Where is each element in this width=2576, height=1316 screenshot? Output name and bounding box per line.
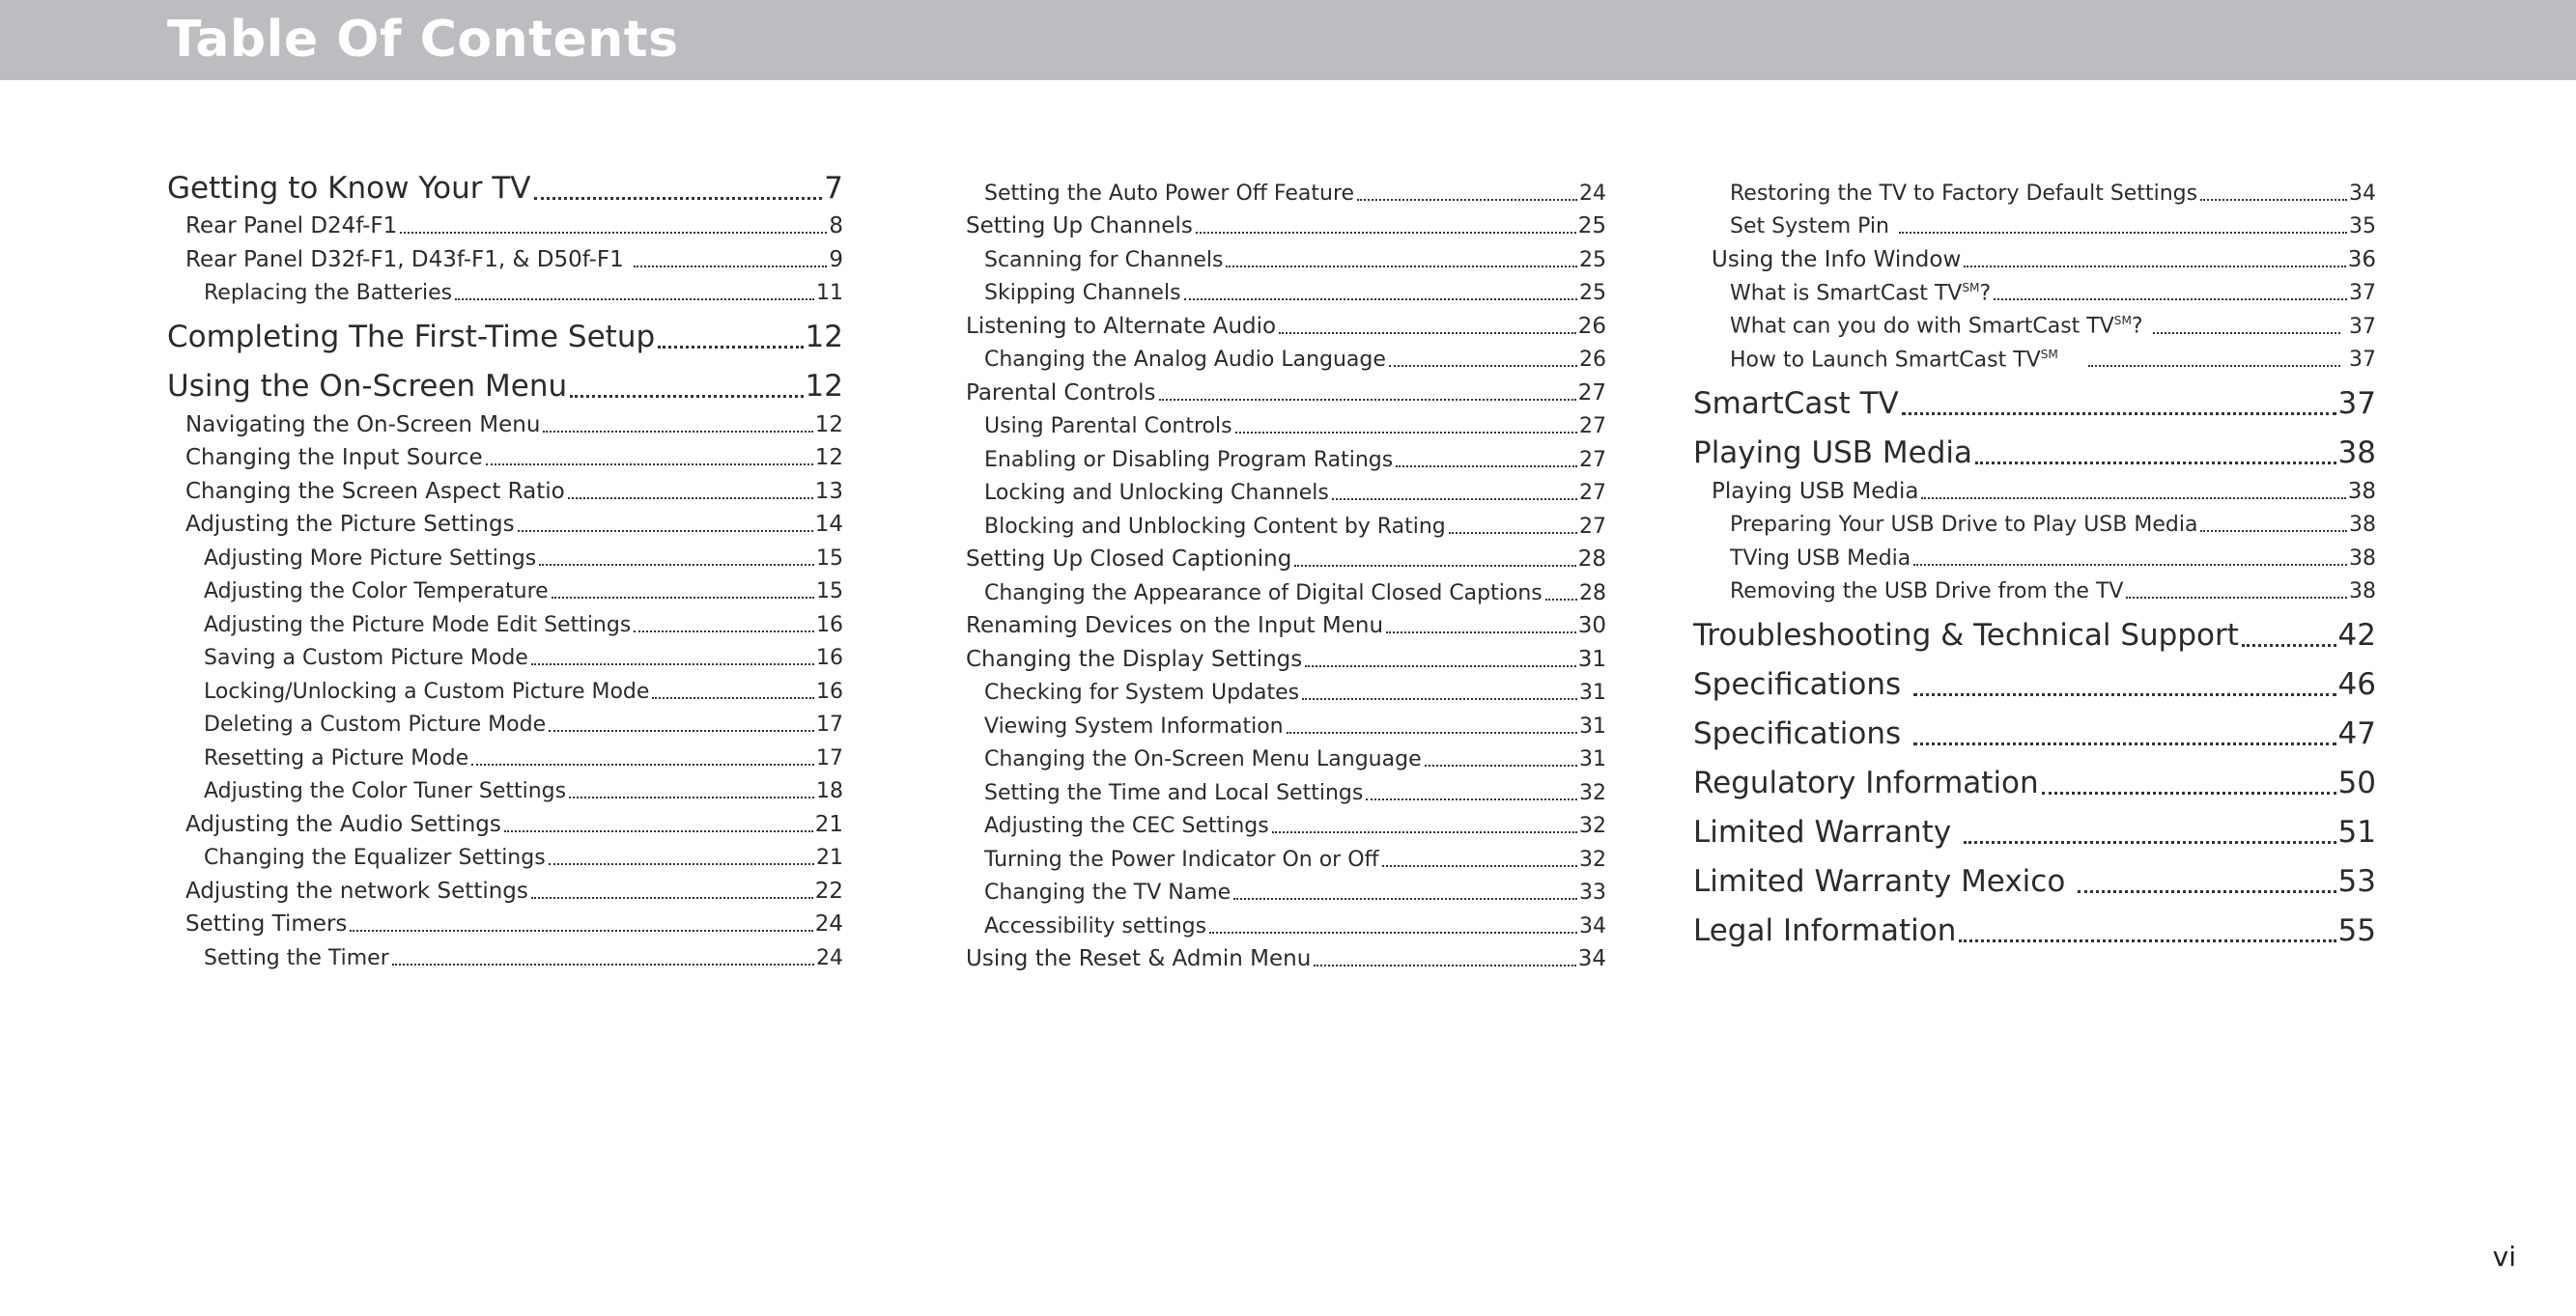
toc-entry-label: Navigating the On-Screen Menu	[185, 411, 541, 437]
toc-entry-page-number: 15	[816, 546, 843, 571]
toc-entry[interactable]	[1693, 172, 2376, 206]
toc-entry-label: Using Parental Controls	[984, 414, 1232, 438]
toc-entry-label: Removing the USB Drive from the TV	[1730, 579, 2124, 603]
toc-entry-label: What can you do with SmartCast TV℠?	[1730, 314, 2150, 339]
toc-entry-page-number: 30	[1577, 613, 1606, 638]
toc-columns	[167, 172, 2376, 971]
toc-entry-page-number: 36	[2347, 246, 2376, 272]
leader-dots	[1302, 698, 1577, 700]
toc-entry-label: Adjusting More Picture Settings	[204, 546, 537, 571]
toc-entry-label: Changing the Display Settings	[966, 646, 1303, 672]
toc-entry[interactable]	[167, 837, 843, 871]
toc-entry-page-number: 38	[2349, 546, 2376, 571]
leader-dots	[1382, 865, 1577, 867]
leader-dots	[1425, 765, 1577, 767]
toc-entry-label: Skipping Channels	[984, 281, 1181, 305]
toc-entry-page-number: 28	[1577, 546, 1606, 572]
toc-entry-page-number: 16	[816, 612, 843, 637]
leader-dots	[2088, 365, 2340, 367]
toc-entry-label: Replacing the Batteries	[204, 281, 453, 305]
leader-dots	[400, 232, 827, 234]
toc-entry-page-number: 12	[814, 445, 843, 470]
toc-entry-label: Changing the Appearance of Digital Closed Captions	[984, 580, 1543, 605]
toc-entry-label: Viewing System Information	[984, 714, 1284, 739]
toc-entry-label: Preparing Your USB Drive to Play USB Media	[1730, 513, 2198, 537]
toc-entry[interactable]	[948, 838, 1606, 872]
toc-entry-label: Specifications	[1693, 716, 1911, 751]
toc-entry-label: Scanning for Channels	[984, 247, 1224, 272]
toc-entry-page-number: 42	[2337, 618, 2376, 653]
toc-entry-page-number: 46	[2337, 667, 2376, 702]
toc-entry[interactable]	[1693, 437, 2376, 471]
toc-entry-page-number: 16	[816, 646, 843, 670]
leader-dots	[2242, 644, 2336, 647]
page-header-bar	[0, 0, 2576, 80]
toc-entry[interactable]	[1693, 915, 2376, 949]
leader-dots	[1964, 841, 2335, 844]
toc-entry-label: Adjusting the Picture Settings	[185, 512, 515, 537]
toc-entry-page-number: 37	[2342, 348, 2376, 372]
toc-entry[interactable]	[1693, 718, 2376, 752]
toc-entry-page-number: 27	[1579, 414, 1606, 438]
leader-dots	[2200, 530, 2347, 532]
leader-dots	[2153, 332, 2340, 334]
leader-dots	[1975, 462, 2336, 464]
toc-entry-label: Changing the Analog Audio Language	[984, 348, 1386, 372]
toc-entry-label: Setting Up Closed Captioning	[966, 546, 1292, 572]
leader-dots	[504, 830, 813, 832]
toc-entry-page-number: 7	[824, 170, 843, 206]
leader-dots	[2126, 597, 2347, 599]
toc-entry[interactable]	[948, 905, 1606, 938]
toc-entry-page-number: 32	[1579, 780, 1606, 805]
toc-entry-label: Deleting a Custom Picture Mode	[204, 713, 547, 737]
toc-entry-page-number: 28	[1579, 580, 1606, 605]
leader-dots	[539, 564, 814, 566]
toc-entry[interactable]	[948, 238, 1606, 272]
leader-dots	[1287, 732, 1577, 734]
toc-entry-label: Setting the Timer	[204, 945, 389, 970]
leader-dots	[2200, 199, 2347, 201]
toc-entry[interactable]	[1693, 238, 2376, 272]
toc-entry-page-number: 37	[2337, 386, 2376, 421]
toc-entry-page-number: 9	[829, 246, 843, 272]
leader-dots	[1545, 599, 1577, 601]
leader-dots	[1272, 831, 1577, 833]
toc-entry[interactable]	[1693, 504, 2376, 538]
toc-entry-page-number: 27	[1579, 514, 1606, 539]
toc-entry[interactable]	[1693, 388, 2376, 422]
toc-entry[interactable]	[167, 172, 843, 206]
toc-entry-page-number: 31	[1579, 747, 1606, 771]
toc-entry[interactable]	[1693, 206, 2376, 239]
toc-entry-label: Renaming Devices on the Input Menu	[966, 613, 1384, 638]
toc-entry-page-number: 24	[1579, 181, 1606, 206]
leader-dots	[1209, 932, 1577, 934]
toc-entry-label: Adjusting the Color Tuner Settings	[204, 779, 567, 803]
toc-entry[interactable]	[948, 938, 1606, 972]
toc-entry-label: Set System Pin	[1730, 214, 1896, 238]
toc-entry-page-number: 32	[1579, 814, 1606, 838]
toc-entry-page-number: 50	[2337, 766, 2376, 800]
toc-entry[interactable]	[167, 803, 843, 837]
toc-entry-page-number: 17	[816, 713, 843, 737]
toc-entry[interactable]	[167, 470, 843, 504]
toc-entry-label: Adjusting the Color Temperature	[204, 579, 549, 603]
leader-dots	[534, 197, 823, 200]
toc-entry-label: Adjusting the Audio Settings	[185, 811, 501, 837]
toc-entry[interactable]	[167, 272, 843, 306]
leader-dots	[652, 697, 814, 699]
toc-entry-page-number: 12	[805, 320, 843, 354]
toc-entry-label: Adjusting the CEC Settings	[984, 814, 1269, 838]
toc-entry-label: What is SmartCast TV℠?	[1730, 280, 1992, 305]
toc-entry-label: Regulatory Information	[1693, 766, 2039, 800]
toc-entry[interactable]	[167, 206, 843, 239]
toc-entry-label: Playing USB Media	[1712, 478, 1919, 504]
toc-entry-page-number: 26	[1577, 313, 1606, 339]
leader-dots	[1235, 432, 1577, 434]
toc-entry[interactable]	[1693, 339, 2376, 373]
toc-entry-page-number: 27	[1577, 379, 1606, 406]
toc-entry[interactable]	[1693, 669, 2376, 703]
toc-entry[interactable]	[1693, 305, 2376, 339]
toc-entry-page-number: 27	[1579, 481, 1606, 505]
toc-entry-label: Rear Panel D24f-F1	[185, 213, 398, 238]
toc-entry-label: Setting Up Channels	[966, 213, 1193, 238]
toc-entry[interactable]	[167, 238, 843, 272]
toc-column-1	[167, 172, 843, 971]
toc-entry-page-number: 16	[816, 679, 843, 704]
toc-entry-label: Using the Info Window	[1712, 246, 1962, 272]
leader-dots	[543, 431, 812, 433]
toc-entry[interactable]	[948, 472, 1606, 506]
leader-dots	[1294, 565, 1575, 567]
toc-entry-page-number: 38	[2337, 435, 2376, 470]
toc-entry-page-number: 11	[816, 281, 843, 305]
toc-entry-label: Changing the TV Name	[984, 881, 1231, 905]
leader-dots	[1959, 939, 2335, 942]
leader-dots	[471, 764, 814, 766]
toc-entry-label: Using the Reset & Admin Menu	[966, 946, 1312, 971]
toc-entry[interactable]	[167, 737, 843, 770]
leader-dots	[1913, 564, 2347, 566]
toc-entry-label: Listening to Alternate Audio	[966, 313, 1277, 339]
toc-entry-page-number: 21	[816, 846, 843, 870]
toc-entry-page-number: 26	[1579, 348, 1606, 372]
toc-entry[interactable]	[948, 406, 1606, 439]
toc-entry-label: Limited Warranty Mexico	[1693, 864, 2076, 899]
toc-entry-page-number: 34	[2349, 181, 2376, 206]
leader-dots	[486, 463, 813, 465]
toc-entry-label: Getting to Know Your TV	[167, 170, 531, 206]
toc-entry-label: SmartCast TV	[1693, 386, 1899, 421]
toc-entry-page-number: 15	[816, 579, 843, 603]
toc-entry-page-number: 22	[814, 878, 843, 904]
leader-dots	[1196, 232, 1576, 234]
toc-entry-label: Setting the Time and Local Settings	[984, 780, 1364, 805]
toc-entry-page-number: 37	[2342, 314, 2376, 339]
toc-entry-page-number: 18	[816, 779, 843, 803]
leader-dots	[1184, 298, 1577, 300]
toc-entry-page-number: 37	[2349, 281, 2376, 305]
toc-entry-page-number: 31	[1577, 646, 1606, 672]
leader-dots	[570, 395, 803, 398]
toc-column-3	[1693, 172, 2376, 971]
toc-entry[interactable]	[948, 505, 1606, 539]
superscript-sm: SM	[2113, 314, 2132, 328]
toc-entry-page-number: 38	[2349, 513, 2376, 537]
toc-entry[interactable]	[167, 322, 843, 355]
toc-entry[interactable]	[1693, 470, 2376, 504]
toc-entry-page-number: 21	[814, 811, 843, 837]
toc-entry-label: Rear Panel D32f-F1, D43f-F1, & D50f-F1	[185, 246, 632, 272]
toc-entry-label: Completing The First-Time Setup	[167, 320, 656, 354]
toc-entry[interactable]	[948, 705, 1606, 739]
leader-dots	[1921, 497, 2345, 499]
toc-entry[interactable]	[167, 371, 843, 405]
toc-entry-page-number: 14	[814, 512, 843, 537]
toc-entry-label: Changing the Equalizer Settings	[204, 846, 546, 870]
toc-entry[interactable]	[167, 571, 843, 604]
toc-entry-page-number: 55	[2337, 913, 2376, 948]
toc-entry-page-number: 38	[2349, 579, 2376, 603]
toc-entry-label: Restoring the TV to Factory Default Settings	[1730, 181, 2198, 206]
page-title: Table Of Contents	[167, 11, 679, 69]
toc-entry-label: Saving a Custom Picture Mode	[204, 646, 528, 670]
leader-dots	[1902, 412, 2336, 415]
toc-entry[interactable]	[167, 870, 843, 904]
toc-entry[interactable]	[948, 872, 1606, 906]
toc-entry-label: Turning the Power Indicator On or Off	[984, 847, 1379, 872]
toc-entry-page-number: 17	[816, 745, 843, 770]
toc-entry-label: Playing USB Media	[1693, 435, 1973, 470]
leader-dots	[2042, 792, 2336, 795]
leader-dots	[531, 897, 813, 899]
toc-entry-label: Legal Information	[1693, 913, 1957, 948]
toc-entry-page-number: 31	[1579, 714, 1606, 739]
toc-entry-page-number: 31	[1579, 681, 1606, 705]
toc-entry[interactable]	[948, 206, 1606, 239]
toc-entry[interactable]	[1693, 537, 2376, 571]
toc-entry-label: Accessibility settings	[984, 913, 1207, 938]
toc-entry[interactable]	[948, 638, 1606, 672]
toc-entry[interactable]	[167, 603, 843, 637]
toc-entry[interactable]	[1693, 866, 2376, 900]
leader-dots	[552, 597, 814, 599]
toc-entry[interactable]	[948, 438, 1606, 472]
toc-entry-label: Setting the Auto Power Off Feature	[984, 181, 1355, 206]
leader-dots	[568, 497, 813, 499]
leader-dots	[634, 630, 814, 632]
leader-dots	[658, 346, 803, 349]
toc-entry-page-number: 51	[2337, 815, 2376, 850]
leader-dots	[455, 298, 814, 300]
toc-entry-page-number: 25	[1577, 213, 1606, 238]
toc-entry[interactable]	[167, 904, 843, 938]
toc-entry[interactable]	[167, 770, 843, 804]
leader-dots	[549, 863, 814, 865]
toc-entry-label: How to Launch SmartCast TV℠	[1730, 347, 2058, 372]
superscript-sm: SM	[1962, 280, 1980, 294]
toc-entry-page-number: 12	[805, 369, 843, 404]
leader-dots	[1366, 798, 1577, 800]
toc-entry-page-number: 34	[1577, 946, 1606, 971]
toc-entry-label: Locking/Unlocking a Custom Picture Mode	[204, 679, 650, 704]
toc-entry[interactable]	[167, 637, 843, 671]
leader-dots	[1305, 665, 1575, 667]
toc-entry-label: Locking and Unlocking Channels	[984, 481, 1329, 505]
toc-entry-label: Adjusting the Picture Mode Edit Settings	[204, 612, 632, 637]
toc-entry-page-number: 38	[2347, 478, 2376, 504]
toc-entry-page-number: 12	[814, 411, 843, 437]
toc-entry[interactable]	[1693, 571, 2376, 604]
toc-entry-page-number: 33	[1579, 881, 1606, 905]
toc-entry[interactable]	[167, 937, 843, 970]
toc-entry[interactable]	[167, 537, 843, 571]
toc-entry[interactable]	[948, 172, 1606, 206]
leader-dots	[531, 663, 814, 665]
leader-dots	[1396, 465, 1577, 467]
toc-entry[interactable]	[167, 437, 843, 471]
toc-entry-page-number: 24	[816, 945, 843, 970]
leader-dots	[1449, 532, 1577, 534]
toc-entry[interactable]	[167, 504, 843, 538]
toc-entry-page-number: 24	[814, 911, 843, 937]
toc-entry-label: Setting Timers	[185, 911, 348, 937]
toc-entry-page-number: 25	[1579, 247, 1606, 272]
toc-entry-label: Checking for System Updates	[984, 681, 1300, 705]
leader-dots	[569, 797, 814, 798]
toc-entry-label: Resetting a Picture Mode	[204, 745, 469, 770]
leader-dots	[1899, 232, 2347, 234]
toc-entry-label: Changing the On-Screen Menu Language	[984, 747, 1422, 771]
leader-dots	[350, 930, 812, 932]
toc-entry-page-number: 34	[1579, 913, 1606, 938]
leader-dots	[1357, 199, 1577, 201]
toc-entry-label: Limited Warranty	[1693, 815, 1962, 850]
toc-entry-label: Using the On-Screen Menu	[167, 369, 568, 404]
toc-entry-label: Blocking and Unblocking Content by Rating	[984, 514, 1446, 539]
toc-entry[interactable]	[948, 805, 1606, 839]
leader-dots	[1964, 266, 2345, 267]
toc-entry[interactable]	[948, 339, 1606, 373]
leader-dots	[1314, 965, 1575, 966]
toc-entry-page-number: 13	[814, 478, 843, 504]
toc-entry[interactable]	[1693, 768, 2376, 801]
toc-entry[interactable]	[948, 272, 1606, 306]
toc-entry-label: Specifications	[1693, 667, 1911, 702]
leader-dots	[518, 530, 813, 532]
leader-dots	[549, 730, 814, 732]
superscript-sm: SM	[2040, 347, 2058, 361]
toc-entry-label: Enabling or Disabling Program Ratings	[984, 447, 1394, 472]
toc-entry-page-number: 8	[829, 213, 843, 238]
toc-entry[interactable]	[948, 739, 1606, 772]
toc-entry[interactable]	[948, 605, 1606, 639]
leader-dots	[2078, 890, 2335, 893]
leader-dots	[1226, 266, 1577, 267]
leader-dots	[1386, 631, 1576, 633]
toc-entry[interactable]	[1693, 272, 2376, 306]
leader-dots	[392, 964, 814, 966]
toc-entry-label: Changing the Screen Aspect Ratio	[185, 478, 565, 504]
toc-entry-label: Parental Controls	[966, 379, 1156, 406]
toc-entry-page-number: 27	[1579, 447, 1606, 472]
toc-entry[interactable]	[167, 404, 843, 437]
toc-entry-label: Changing the Input Source	[185, 445, 483, 470]
leader-dots	[1913, 742, 2336, 745]
toc-entry[interactable]	[948, 539, 1606, 573]
toc-entry[interactable]	[1693, 620, 2376, 654]
leader-dots	[1913, 693, 2336, 696]
leader-dots	[634, 266, 827, 267]
toc-entry[interactable]	[948, 771, 1606, 805]
toc-entry[interactable]	[948, 572, 1606, 605]
leader-dots	[1279, 332, 1576, 334]
leader-dots	[1389, 365, 1577, 367]
toc-entry[interactable]	[948, 372, 1606, 406]
leader-dots	[1159, 399, 1576, 401]
toc-entry-label: TVing USB Media	[1730, 546, 1911, 571]
toc-entry-page-number: 47	[2337, 716, 2376, 751]
toc-entry[interactable]	[948, 672, 1606, 706]
toc-entry-label: Adjusting the network Settings	[185, 878, 528, 904]
toc-column-2	[948, 172, 1606, 971]
toc-entry-page-number: 32	[1579, 847, 1606, 872]
toc-entry[interactable]	[948, 305, 1606, 339]
toc-entry-page-number: 35	[2349, 214, 2376, 238]
leader-dots	[1994, 298, 2347, 300]
toc-entry-page-number: 25	[1579, 281, 1606, 305]
toc-entry[interactable]	[167, 670, 843, 704]
toc-entry[interactable]	[1693, 817, 2376, 851]
leader-dots	[1332, 498, 1577, 500]
toc-entry[interactable]	[167, 704, 843, 738]
leader-dots	[1233, 898, 1577, 900]
toc-entry-label: Troubleshooting & Technical Support	[1693, 618, 2239, 653]
page-number: vi	[2492, 1241, 2516, 1273]
toc-entry-page-number: 53	[2337, 864, 2376, 899]
